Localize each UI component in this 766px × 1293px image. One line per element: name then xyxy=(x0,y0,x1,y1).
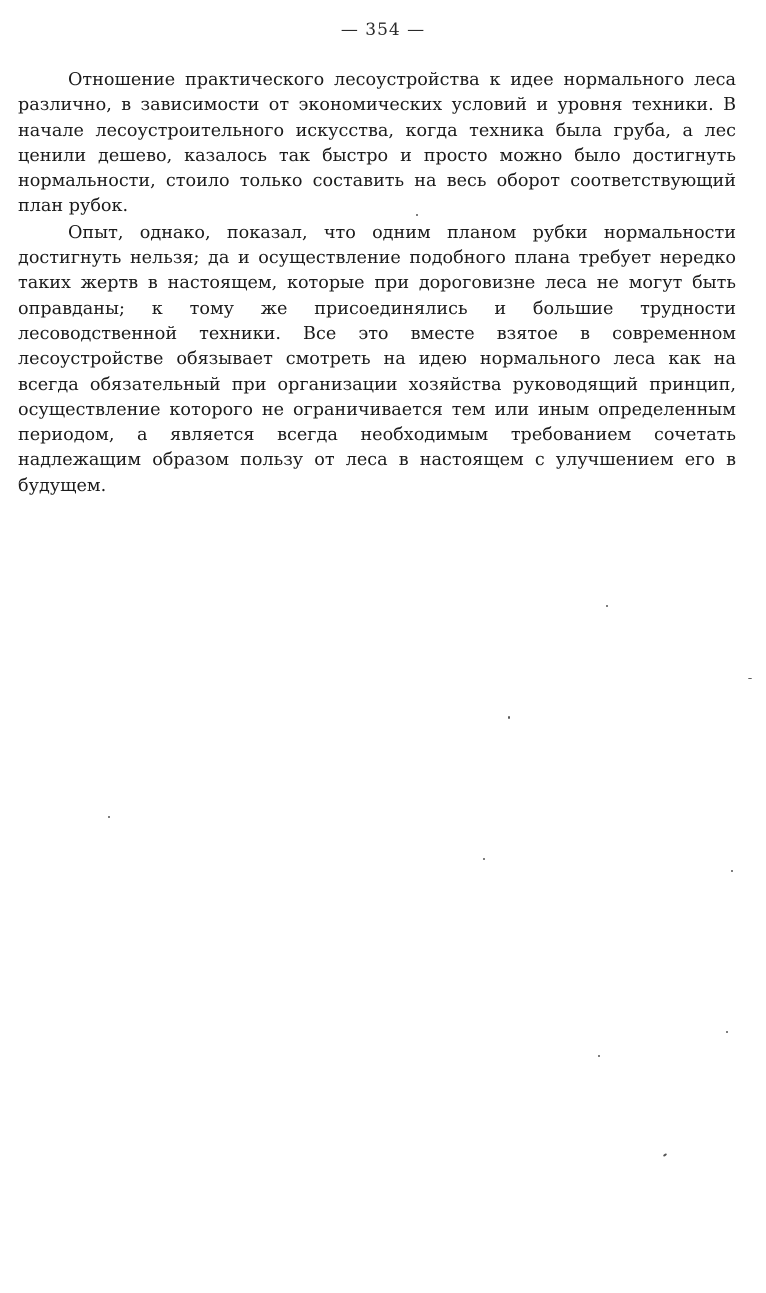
body-text xyxy=(18,68,736,499)
scan-speck xyxy=(483,858,485,860)
scan-speck xyxy=(663,1153,667,1157)
page-number: — 354 — xyxy=(340,20,426,40)
scan-speck xyxy=(606,605,608,607)
scan-speck xyxy=(108,816,110,818)
scan-speck xyxy=(726,1031,728,1033)
scan-speck xyxy=(416,214,418,216)
scan-speck xyxy=(731,870,733,872)
paragraph-2: Опыт, однако, показал, что одним планом рубки нормальности достигнуть нельзя; да и осуществление подобного плана требует нередко таких жертв в настоящем, которые при дороговизне леса не могут быть оправданы; к тому же присоединялись и большие трудности лесоводственной техники. Все это вместе взятое в современном лесоустройстве обязывает смотреть на идею нормального леса как на всегда обязательный при организации хозяйства руководящий принцип, осуществление которого не ограничивается тем или иным определенным периодом, а является всегда необходимым требованием сочетать надлежащим образом пользу от леса в настоящем с улучшением его в будущем. xyxy=(18,222,736,496)
paragraph-1: Отношение практического лесоустройства к идее нормального леса различно, в зависимости от экономических условий и уровня техники. В начале лесоустроительного искусства, когда техника была груба, а лес ценили дешево, казалось так быстро и просто можно было достигнуть нормальности, стоило только составить на весь оборот соответствующий план рубок. xyxy=(18,70,736,217)
scan-speck xyxy=(598,1055,600,1057)
scan-speck xyxy=(748,678,752,679)
scan-speck xyxy=(508,716,510,719)
